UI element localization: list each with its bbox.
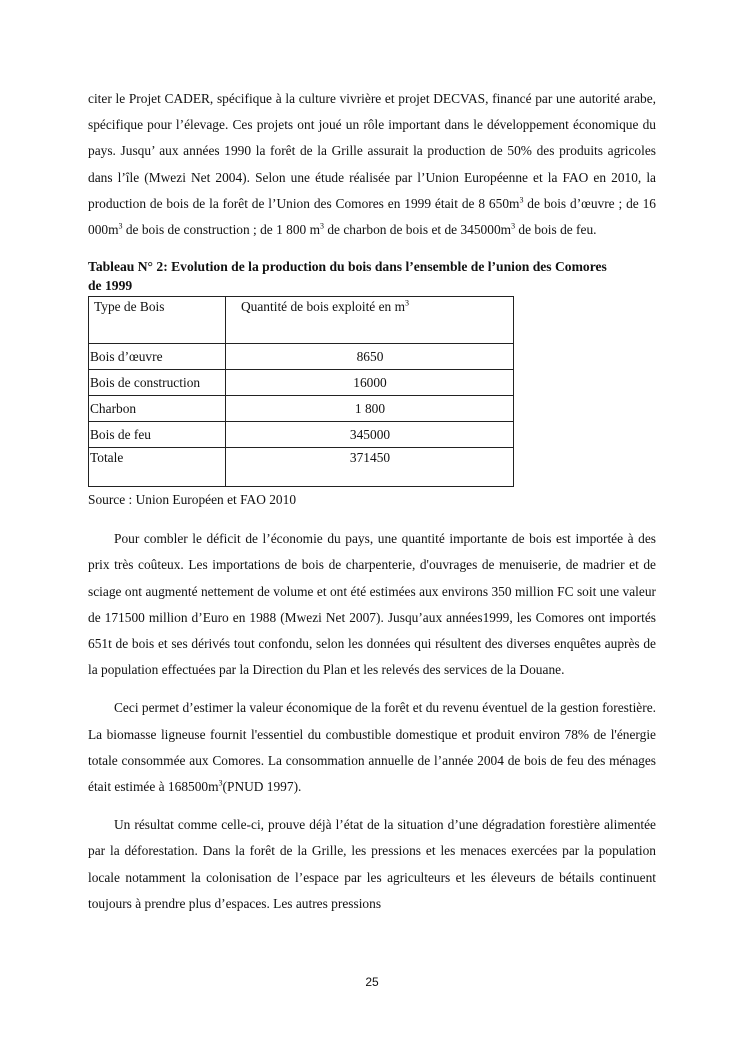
row-quantity: 1 800 <box>226 396 514 422</box>
table-row <box>89 396 514 422</box>
superscript: 3 <box>118 221 123 231</box>
paragraph-imports: Pour combler le déficit de l’économie du pays, une quantité importante de bois est importée à des prix très coûteux. Les importations de bois de charpenterie, d'ouvrages de menuiserie, de madrier et de sciage ont augmenté nettement de volume et ont été estimées aux environs 350 million FC soit une valeur de 171500 million d’Euro en 1988 (Mwezi Net 2007). Jusqu’aux années1999, les Comores ont importés 651t de bois et ses dérivés tout confondu, selon les données qui résultent des diverses enquêtes auprès de la population effectuées par la Direction du Plan et les relevés des services de la Douane. <box>88 531 656 678</box>
paragraph-biomass-text-2: (PNUD 1997). <box>222 779 302 795</box>
paragraph-intro-text-1: citer le Projet CADER, spécifique à la culture vivrière et projet DECVAS, financé par une autorité arabe, spécifique pour l’élevage. Ces projets ont joué un rôle important dans le développement économique du pays. Jusqu’ aux années 1990 la forêt de la Grille assurait la production de 50% des produits agricoles dans l’île (Mwezi Net 2004). Selon une étude réalisée par l’Union Européenne et la FAO en 2010, la production de bois de la forêt de l’Union des Comores en 1999 était de 8 650m <box>88 91 656 211</box>
paragraph-intro <box>88 86 656 243</box>
table-header-row <box>89 297 514 344</box>
paragraph-intro-text-4: de charbon de bois et de 345000m <box>324 222 512 238</box>
superscript: 3 <box>511 221 516 231</box>
paragraph-intro-text-5: de bois de feu. <box>515 222 597 238</box>
header-type: Type de Bois <box>89 297 226 344</box>
row-type: Bois d’œuvre <box>89 344 226 370</box>
paragraph-biomass-text-1: Ceci permet d’estimer la valeur économique de la forêt et du revenu éventuel de la gestion forestière. La biomasse ligneuse fournit l'essentiel du combustible domestique et produit environ 78% de l'énergie totale consommée aux Comores. La consommation annuelle de l’année 2004 de bois de feu des ménages était estimée à 168500m <box>88 700 656 795</box>
row-quantity: 345000 <box>226 422 514 448</box>
row-type: Bois de feu <box>89 422 226 448</box>
page-number: 25 <box>365 975 379 989</box>
row-quantity: 8650 <box>226 344 514 370</box>
table-row <box>89 422 514 448</box>
row-type: Bois de construction <box>89 370 226 396</box>
row-quantity: 16000 <box>226 370 514 396</box>
table-caption: Tableau N° 2: Evolution de la production du bois dans l’ensemble de l’union des Comores de 1999 <box>88 259 607 294</box>
row-type: Charbon <box>89 396 226 422</box>
superscript: 3 <box>519 195 524 205</box>
paragraph-biomass <box>88 695 656 800</box>
body-text <box>88 526 656 917</box>
paragraph-intro-text-2: de bois d’œuvre ; de 16 000m <box>88 195 656 238</box>
superscript: 3 <box>320 221 324 231</box>
page-content <box>88 86 656 917</box>
superscript: 3 <box>405 298 409 308</box>
header-quantity-text: Quantité de bois exploité en m <box>241 299 405 315</box>
table-row <box>89 344 514 370</box>
header-quantity <box>226 297 514 344</box>
table-row-total <box>89 448 514 487</box>
table-source: Source : Union Européen et FAO 2010 <box>88 492 297 508</box>
paragraph-intro-text-3: de bois de construction ; de 1 800 m <box>122 222 320 238</box>
paragraph-degradation: Un résultat comme celle-ci, prouve déjà l’état de la situation d’une dégradation forestière alimentée par la déforestation. Dans la forêt de la Grille, les pressions et les menaces exercées par la population locale notamment la colonisation de l’espace par les agriculteurs et les éleveurs de bétails continuent toujours à prendre plus d’espaces. Les autres pressions <box>88 817 656 911</box>
row-type: Totale <box>89 448 226 487</box>
table-row <box>89 370 514 396</box>
row-quantity: 371450 <box>226 448 514 487</box>
superscript: 3 <box>218 778 223 788</box>
production-table <box>88 296 514 487</box>
